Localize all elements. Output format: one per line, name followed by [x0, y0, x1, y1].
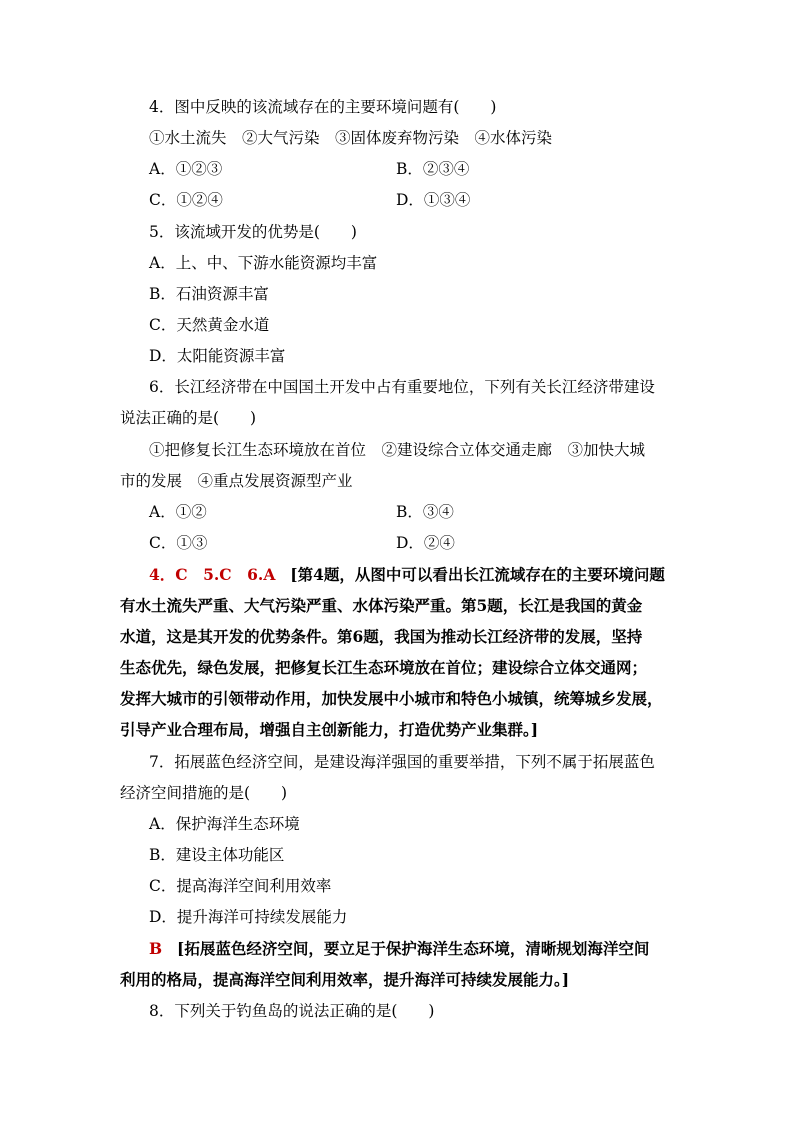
q5-option-a: A．上、中、下游水能资源均丰富 — [149, 254, 378, 272]
q5-option-d: D．太阳能资源丰富 — [149, 347, 286, 365]
q7-stem-line1: 7．拓展蓝色经济空间，是建设海洋强国的重要举措，下列不属于拓展蓝色 — [149, 753, 655, 771]
q4-option-b: B．②③④ — [396, 160, 470, 178]
q6-option-b: B．③④ — [396, 503, 454, 521]
q7-option-d: D．提升海洋可持续发展能力 — [149, 908, 348, 926]
q5-option-b: B．石油资源丰富 — [149, 285, 269, 303]
explanation-line: 生态优先，绿色发展，把修复长江生态环境放在首位；建设综合立体交通网； — [120, 658, 648, 677]
answer-key-7: B — [149, 939, 163, 958]
explanation-line: 引导产业合理布局，增强自主创新能力，打造优势产业集群。] — [120, 720, 539, 739]
explanation-line: [拓展蓝色经济空间，要立足于保护海洋生态环境，清晰规划海洋空间 — [177, 939, 650, 958]
q4-items: ①水土流失 ②大气污染 ③固体废弃物污染 ④水体污染 — [149, 129, 553, 147]
q7-stem-line2: 经济空间措施的是( ) — [120, 784, 288, 802]
q4-option-d: D．①③④ — [396, 191, 471, 209]
q4-option-a: A．①②③ — [149, 160, 223, 178]
q6-stem-line1: 6．长江经济带在中国国土开发中占有重要地位，下列有关长江经济带建设 — [149, 378, 655, 396]
q8-stem: 8．下列关于钓鱼岛的说法正确的是( ) — [149, 1002, 435, 1020]
explanation-line: 发挥大城市的引领带动作用，加快发展中小城市和特色小城镇，统筹城乡发展， — [120, 689, 663, 708]
explanation-line: 水道，这是其开发的优势条件。第6题，我国为推动长江经济带的发展，坚持 — [120, 627, 643, 646]
q6-option-d: D．②④ — [396, 534, 455, 552]
explanation-line: [第4题，从图中可以看出长江流域存在的主要环境问题 — [290, 565, 665, 584]
q6-option-c: C．①③ — [149, 534, 208, 552]
q6-option-a: A．①② — [149, 503, 207, 521]
explanation-line: 有水土流失严重、大气污染严重、水体污染严重。第5题，长江是我国的黄金 — [120, 596, 643, 615]
answer-block-7-line1 — [149, 939, 649, 959]
q5-option-c: C．天然黄金水道 — [149, 316, 270, 334]
q6-items-line1: ①把修复长江生态环境放在首位 ②建设综合立体交通走廊 ③加快大城 — [149, 441, 646, 459]
q7-option-a: A．保护海洋生态环境 — [149, 815, 300, 833]
answer-key-4-6: 4．C 5.C 6.A — [149, 565, 276, 584]
explanation-line: 利用的格局，提高海洋空间利用效率，提升海洋可持续发展能力。] — [120, 970, 570, 989]
q6-stem-line2: 说法正确的是( ) — [120, 409, 257, 427]
q4-option-c: C．①②④ — [149, 191, 223, 209]
q7-option-b: B．建设主体功能区 — [149, 846, 285, 864]
q6-items-line2: 市的发展 ④重点发展资源型产业 — [120, 472, 353, 490]
q5-stem: 5．该流域开发的优势是( ) — [149, 223, 357, 241]
q7-option-c: C．提高海洋空间利用效率 — [149, 877, 332, 895]
answer-block-4-6-line1 — [149, 565, 665, 585]
q4-stem: 4．图中反映的该流域存在的主要环境问题有( ) — [149, 98, 497, 116]
